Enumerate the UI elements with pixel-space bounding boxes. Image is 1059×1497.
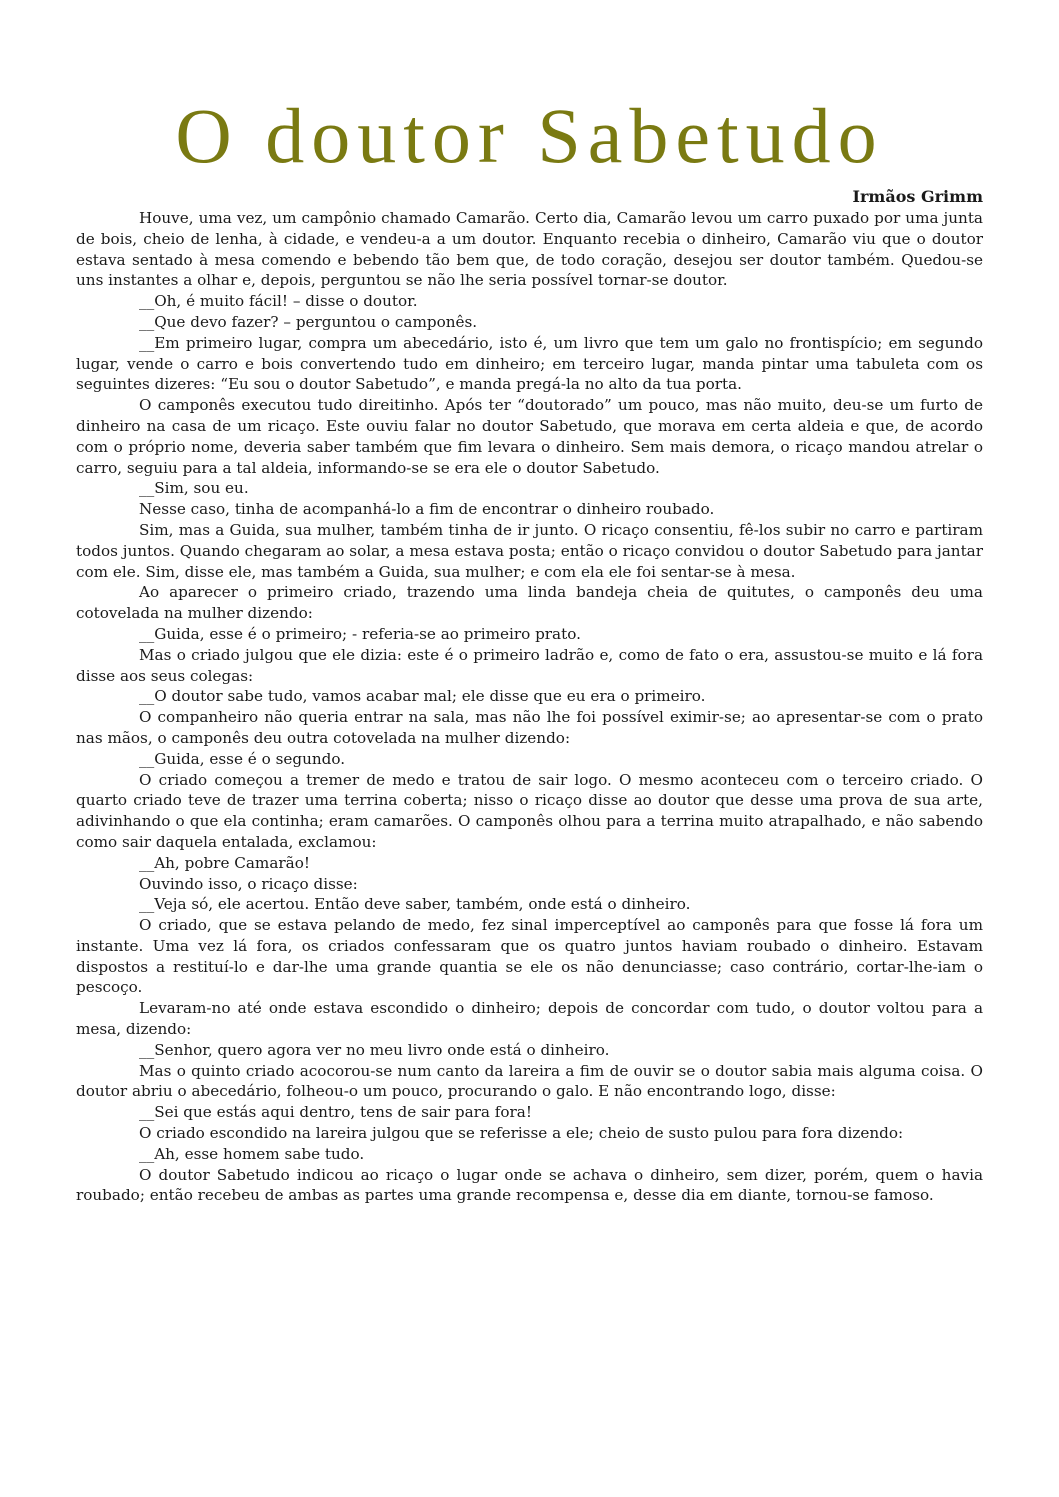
- story-paragraph: Sim, mas a Guida, sua mulher, também tinha de ir junto. O ricaço consentiu, fê-los subir no carro e partiram todos juntos. Quando chegaram ao solar, a mesa estava posta; então o ricaço convidou o doutor Sabetudo para jantar com ele. Sim, disse ele, mas também a Guida, sua mulher; e com ela ele foi sentar-se à mesa.: [76, 520, 983, 581]
- document-page: [76, 88, 983, 1206]
- document-author: Irmãos Grimm: [852, 187, 983, 206]
- story-paragraph: __Guida, esse é o primeiro; - referia-se ao primeiro prato.: [139, 624, 581, 643]
- story-paragraph: Levaram-no até onde estava escondido o dinheiro; depois de concordar com tudo, o doutor voltou para a mesa, dizendo:: [76, 999, 983, 1039]
- story-paragraph: __Sei que estás aqui dentro, tens de sair para fora!: [139, 1103, 532, 1122]
- story-paragraph: Mas o quinto criado acocorou-se num canto da lareira a fim de ouvir se o doutor sabia mais alguma coisa. O doutor abriu o abecedário, folheou-o um pouco, procurando o galo. E não encontrando logo, disse:: [76, 1061, 983, 1101]
- story-paragraph: __Ah, esse homem sabe tudo.: [139, 1144, 365, 1163]
- document-title: O doutor Sabetudo: [175, 92, 884, 179]
- story-paragraph: __Ah, pobre Camarão!: [139, 853, 310, 872]
- story-paragraph: __O doutor sabe tudo, vamos acabar mal; ele disse que eu era o primeiro.: [139, 687, 706, 706]
- story-paragraph: Ao aparecer o primeiro criado, trazendo uma linda bandeja cheia de quitutes, o camponês deu uma cotovelada na mulher dizendo:: [76, 583, 983, 623]
- story-paragraph: Ouvindo isso, o ricaço disse:: [139, 874, 358, 893]
- story-paragraph: Houve, uma vez, um campônio chamado Camarão. Certo dia, Camarão levou um carro puxado por uma junta de bois, cheio de lenha, à cidade, e vendeu-a a um doutor. Enquanto recebia o dinheiro, Camarão viu que o doutor estava sentado à mesa comendo e bebendo tão bem que, de todo coração, desejou ser doutor também. Quedou-se uns instantes a olhar e, depois, perguntou se não lhe seria possível tornar-se doutor.: [76, 209, 983, 290]
- story-paragraph: __Oh, é muito fácil! – disse o doutor.: [139, 292, 418, 311]
- story-paragraph: Mas o criado julgou que ele dizia: este é o primeiro ladrão e, como de fato o era, assustou-se muito e lá fora disse aos seus colegas:: [76, 645, 983, 685]
- story-paragraph: O camponês executou tudo direitinho. Após ter “doutorado” um pouco, mas não muito, deu-se um furto de dinheiro na casa de um ricaço. Este ouviu falar no doutor Sabetudo, que morava em certa aldeia e que, de acordo com o próprio nome, deveria saber também que fim levara o dinheiro. Sem mais demora, o ricaço mandou atrelar o carro, seguiu para a tal aldeia, informando-se se era ele o doutor Sabetudo.: [76, 396, 983, 477]
- story-paragraph: O criado, que se estava pelando de medo, fez sinal imperceptível ao camponês para que fosse lá fora um instante. Uma vez lá fora, os criados confessaram que os quatro juntos haviam roubado o dinheiro. Estavam dispostos a restituí-lo e dar-lhe uma grande quantia se ele os não denunciasse; caso contrário, cortar-lhe-iam o pescoço.: [76, 916, 983, 997]
- story-paragraph: __Veja só, ele acertou. Então deve saber, também, onde está o dinheiro.: [139, 895, 691, 914]
- story-paragraph: O doutor Sabetudo indicou ao ricaço o lugar onde se achava o dinheiro, sem dizer, porém, quem o havia roubado; então recebeu de ambas as partes uma grande recompensa e, desse dia em diante, tornou-se famoso.: [76, 1165, 983, 1205]
- story-paragraph: O companheiro não queria entrar na sala, mas não lhe foi possível eximir-se; ao apresentar-se com o prato nas mãos, o camponês deu outra cotovelada na mulher dizendo:: [76, 708, 983, 747]
- story-paragraph: __Senhor, quero agora ver no meu livro onde está o dinheiro.: [139, 1040, 610, 1059]
- story-paragraph: __Guida, esse é o segundo.: [139, 749, 346, 768]
- story-paragraph: __Em primeiro lugar, compra um abecedário, isto é, um livro que tem um galo no frontispício; em segundo lugar, vende o carro e bois convertendo tudo em dinheiro; em terceiro lugar, manda pintar uma tabuleta com os seguintes dizeres: “Eu sou o doutor Sabetudo”, e manda pregá-la no alto da tua porta.: [76, 333, 983, 394]
- story-paragraph: __Sim, sou eu.: [139, 479, 249, 498]
- story-paragraph: __Que devo fazer? – perguntou o camponês.: [139, 312, 478, 331]
- story-paragraph: O criado escondido na lareira julgou que se referisse a ele; cheio de susto pulou para fora dizendo:: [139, 1124, 904, 1143]
- story-paragraph: O criado começou a tremer de medo e tratou de sair logo. O mesmo aconteceu com o terceiro criado. O quarto criado teve de trazer uma terrina coberta; nisso o ricaço disse ao doutor que desse uma prova de sua arte, adivinhando o que ela continha; eram camarões. O camponês olhou para a terrina muito atrapalhado, e não sabendo como sair daquela entalada, exclamou:: [76, 770, 983, 851]
- story-paragraph: Nesse caso, tinha de acompanhá-lo a fim de encontrar o dinheiro roubado.: [139, 500, 715, 519]
- story-body: [76, 208, 983, 1206]
